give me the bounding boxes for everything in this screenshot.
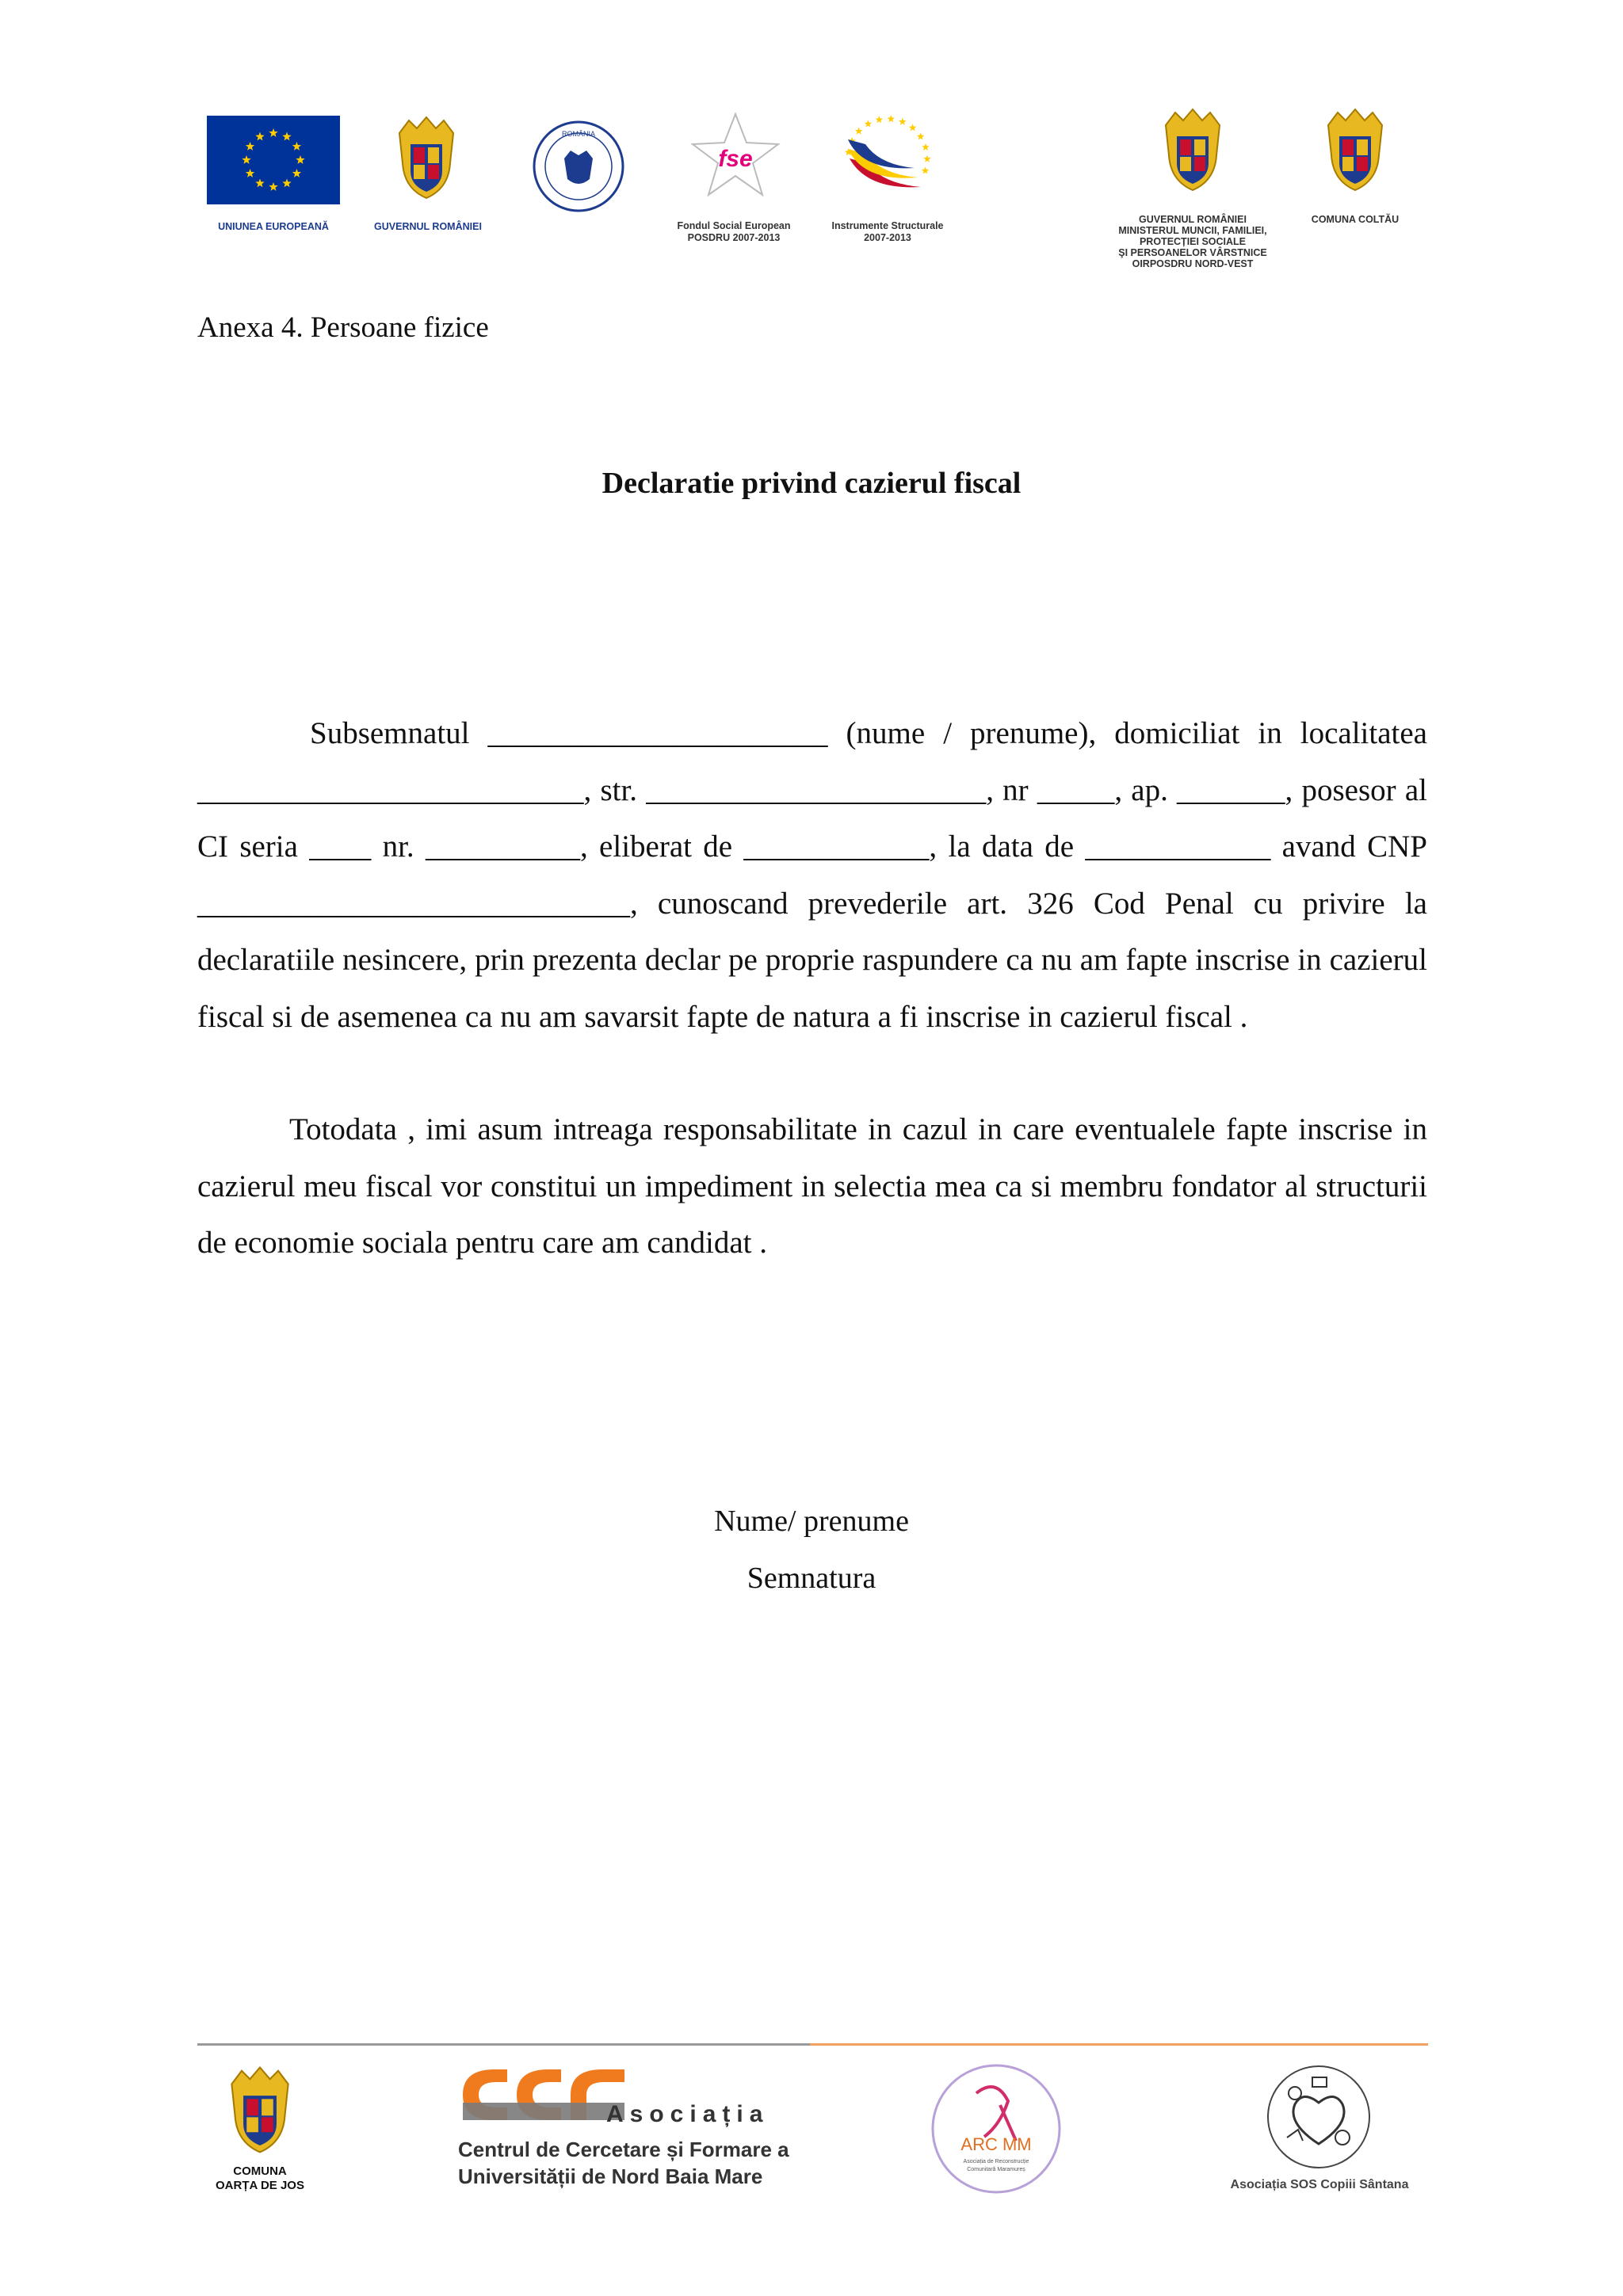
star-icon: [917, 132, 925, 139]
annex-label: Anexa 4. Persoane fizice: [197, 311, 489, 344]
fse-mark: fse: [718, 146, 753, 172]
star-icon: [923, 155, 931, 162]
ministry-caption: [1098, 214, 1288, 269]
ministry-caption-line5: OIRPOSDRU NORD-VEST: [1132, 258, 1254, 269]
star-icon: [855, 128, 863, 135]
fse-caption: [655, 220, 813, 244]
signature-label: Semnatura: [747, 1562, 876, 1595]
document-title: Declaratie privind cazierul fiscal: [601, 467, 1022, 500]
ministry-coat-of-arms-icon: [1159, 107, 1226, 194]
fse-caption-line2: POSDRU 2007-2013: [687, 232, 781, 243]
ministry-caption-line4: ŞI PERSOANELOR VÂRSTNICE: [1118, 247, 1267, 258]
star-icon: [876, 116, 884, 123]
arc-mm-sub1: Asociația de Reconstrucție: [963, 2159, 1029, 2164]
oarta-coat-of-arms-icon: [225, 2065, 295, 2157]
sos-copiii-logo-icon: [1263, 2061, 1374, 2172]
coltau-coat-of-arms-icon: [1322, 107, 1388, 194]
arc-mm-sub2: Comunitară Maramureș: [967, 2167, 1025, 2172]
ccf-logo-icon: [455, 2063, 629, 2126]
footer-divider-grey: [197, 2043, 810, 2046]
header-logos: [0, 0, 1623, 285]
ministry-caption-line1: GUVERNUL ROMÂNIEI: [1139, 214, 1247, 225]
oarta-caption-line2: OARȚA DE JOS: [216, 2179, 304, 2192]
is-caption: [808, 220, 967, 244]
sos-copiii-caption: Asociația SOS Copiii Sântana: [1230, 2178, 1409, 2191]
ministry-caption-line3: PROTECȚIEI SOCIALE: [1139, 236, 1247, 247]
arc-mm-logo-icon: [929, 2061, 1064, 2196]
star-icon: [922, 143, 930, 151]
arc-mm-name: ARC MM: [960, 2134, 1032, 2154]
star-icon: [865, 120, 873, 127]
eu-flag-icon: [207, 116, 340, 204]
name-label: Nume/ prenume: [714, 1505, 909, 1538]
gov-caption: GUVERNUL ROMÂNIEI: [374, 221, 482, 232]
oarta-caption-line1: COMUNA: [233, 2164, 287, 2178]
structural-instruments-logo-icon: [835, 111, 938, 206]
declaration-text: Subsemnatul ______________________ (nume / prenume), domiciliat in localitatea _________________________, str. ______________________, nr _____, ap. _______, posesor al CI seria ____ nr. __________, eliberat de ____________, la data de ____________ avand CNP ____________________________, cunoscand prevederile art. 326 Cod Penal cu privire la declaratiile nesincere, prin prezenta declar pe proprie raspundere ca nu am fapte inscrise in cazierul fiscal si de asemenea ca nu am savarsit fapte de natura a fi inscrise in cazierul fiscal .: [197, 716, 1427, 1034]
star-icon: [909, 124, 917, 131]
ccf-name-line1: Asociația: [606, 2101, 769, 2127]
responsibility-paragraph: [197, 1101, 1427, 1272]
responsibility-text: Totodata , imi asum intreaga responsabilitate in cazul in care eventualele fapte inscrise in cazierul meu fiscal vor constitui un impediment in selectia mea ca si membru fondator al structurii de economie sociala pentru care am candidat .: [197, 1112, 1427, 1260]
fse-logo-icon: [688, 111, 783, 203]
star-icon: [899, 118, 907, 125]
footer-logos: [0, 2052, 1623, 2290]
star-icon: [888, 115, 896, 122]
coltau-caption: COMUNA COLTĂU: [1311, 214, 1400, 225]
eu-caption: UNIUNEA EUROPEANĂ: [218, 221, 329, 232]
fse-caption-line1: Fondul Social European: [677, 220, 791, 231]
romania-coat-of-arms-icon: [393, 116, 460, 201]
ccf-name-line3: Universității de Nord Baia Mare: [458, 2164, 763, 2188]
is-caption-line2: 2007-2013: [864, 232, 911, 243]
footer-divider-orange: [810, 2043, 1428, 2046]
ministry-seal-icon: [531, 119, 626, 214]
declaration-paragraph: [197, 705, 1427, 1045]
star-icon: [922, 166, 930, 174]
ccf-name-line2: Centrul de Cercetare și Formare a: [458, 2138, 789, 2161]
seal-text: ROMÂNIA: [561, 130, 596, 138]
oarta-caption: [189, 2164, 331, 2193]
ministry-caption-line2: MINISTERUL MUNCII, FAMILIEI,: [1118, 225, 1267, 236]
is-caption-line1: Instrumente Structurale: [831, 220, 944, 231]
